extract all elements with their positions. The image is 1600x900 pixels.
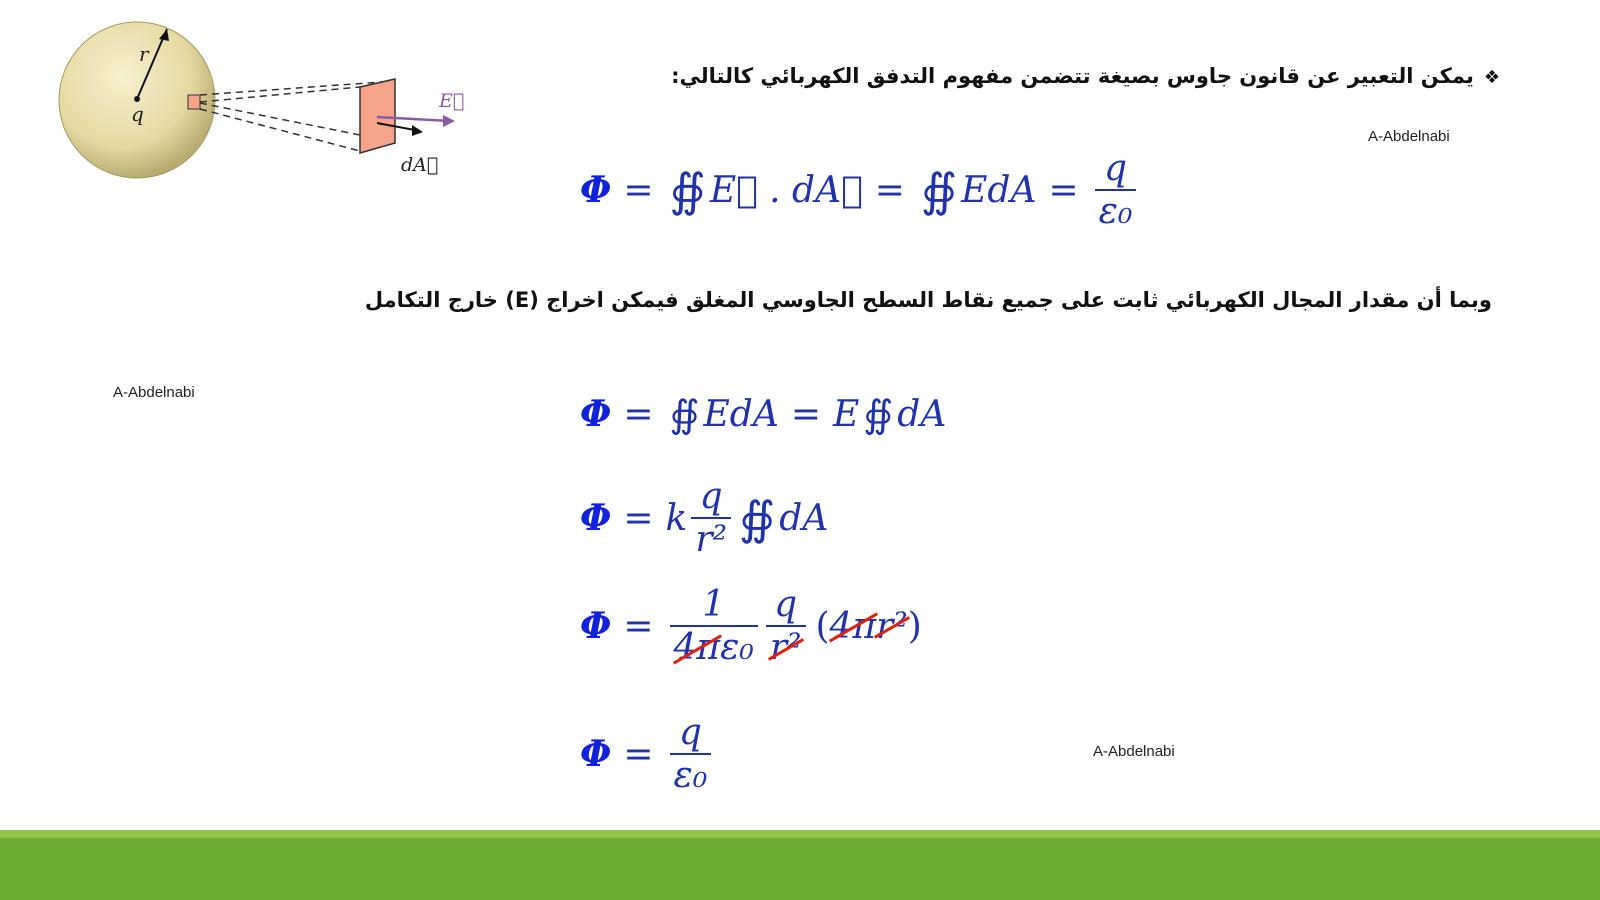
equals-sign: = [1048,169,1079,211]
closed-surface-integral-icon: ∯ [920,163,958,217]
E-label: E⃗ [439,90,465,112]
dA-label: dA⃗ [401,154,439,176]
close-paren: ) [907,605,922,647]
numerator: q [678,712,702,753]
cancelled-r-squared: r² [769,627,802,668]
cone-line-mid2 [200,103,360,135]
watermark-1: A-Abdelnabi [1368,128,1450,145]
q-over-r-squared [691,476,731,560]
E-arrowhead [443,115,455,127]
equals-sign: = [623,733,654,775]
phi-symbol: Φ [580,733,612,775]
equals-sign: = [623,169,654,211]
e-symbol: E [833,393,860,435]
footer-bar [0,838,1600,900]
q-over-r-squared [766,584,806,668]
da: dA [897,393,947,435]
eda: EdA [961,169,1037,211]
footer-bar-light [0,830,1600,838]
q-over-epsilon [1095,148,1137,232]
phi-symbol: Φ [580,169,612,211]
denominator [766,625,806,668]
open-paren: ( [815,605,830,647]
equation-2 [580,392,946,436]
diamond-bullet-icon: ❖ [1483,67,1500,88]
dA-arrowhead [412,125,423,136]
gauss-sphere-figure [55,15,475,195]
closed-surface-integral-icon: ∯ [863,392,894,436]
bullet-text: يمكن التعبير عن قانون جاوس بصيغة تتضمن مفهوم التدفق الكهربائي كالتالي: [671,64,1474,88]
closed-surface-integral-icon: ∯ [739,491,776,545]
denominator: ε₀ [1095,189,1137,232]
equals-sign: = [623,393,654,435]
cancelled-4pi: 4π [829,605,877,647]
phi-symbol: Φ [580,605,612,647]
numerator: q [774,584,798,625]
numerator: q [1104,148,1128,189]
denominator: r² [691,517,731,560]
one-over-4pi-epsilon [670,584,758,668]
equation-5 [580,712,715,796]
equation-3 [580,476,828,560]
numerator: q [699,476,723,517]
eda: EdA [703,393,779,435]
da: dA [779,497,829,539]
equals-sign: = [623,497,654,539]
phi-symbol: Φ [580,393,612,435]
e-dot-da: E⃗ . dA⃗ [709,169,863,211]
equals-sign: = [790,393,822,435]
denominator: ε₀ [670,753,712,796]
r-label: r [139,42,149,66]
q-label: q [131,102,144,126]
small-patch [188,95,200,109]
watermark-2: A-Abdelnabi [113,384,195,401]
closed-surface-integral-icon: ∯ [669,163,706,217]
watermark-3: A-Abdelnabi [1093,743,1175,760]
denominator [670,625,758,668]
closed-surface-integral-icon: ∯ [669,392,700,436]
equals-sign: = [623,605,654,647]
k-constant: k [665,497,688,539]
cancelled-4pi: 4π [673,627,721,668]
bullet-heading [671,64,1500,88]
equation-1 [580,148,1140,232]
phi-symbol: Φ [580,497,612,539]
q-over-epsilon [670,712,712,796]
cancelled-r-squared: r² [876,605,908,647]
numerator: 1 [702,584,726,625]
cone-line-mid1 [200,87,360,102]
equals-sign: = [874,169,905,211]
epsilon-zero: ε₀ [720,627,754,668]
equation-4 [580,584,922,668]
statement-text: وبما أن مقدار المجال الكهربائي ثابت على جميع نقاط السطح الجاوسي المغلق فيمكن اخراج (E) خارج التكامل [364,288,1492,312]
